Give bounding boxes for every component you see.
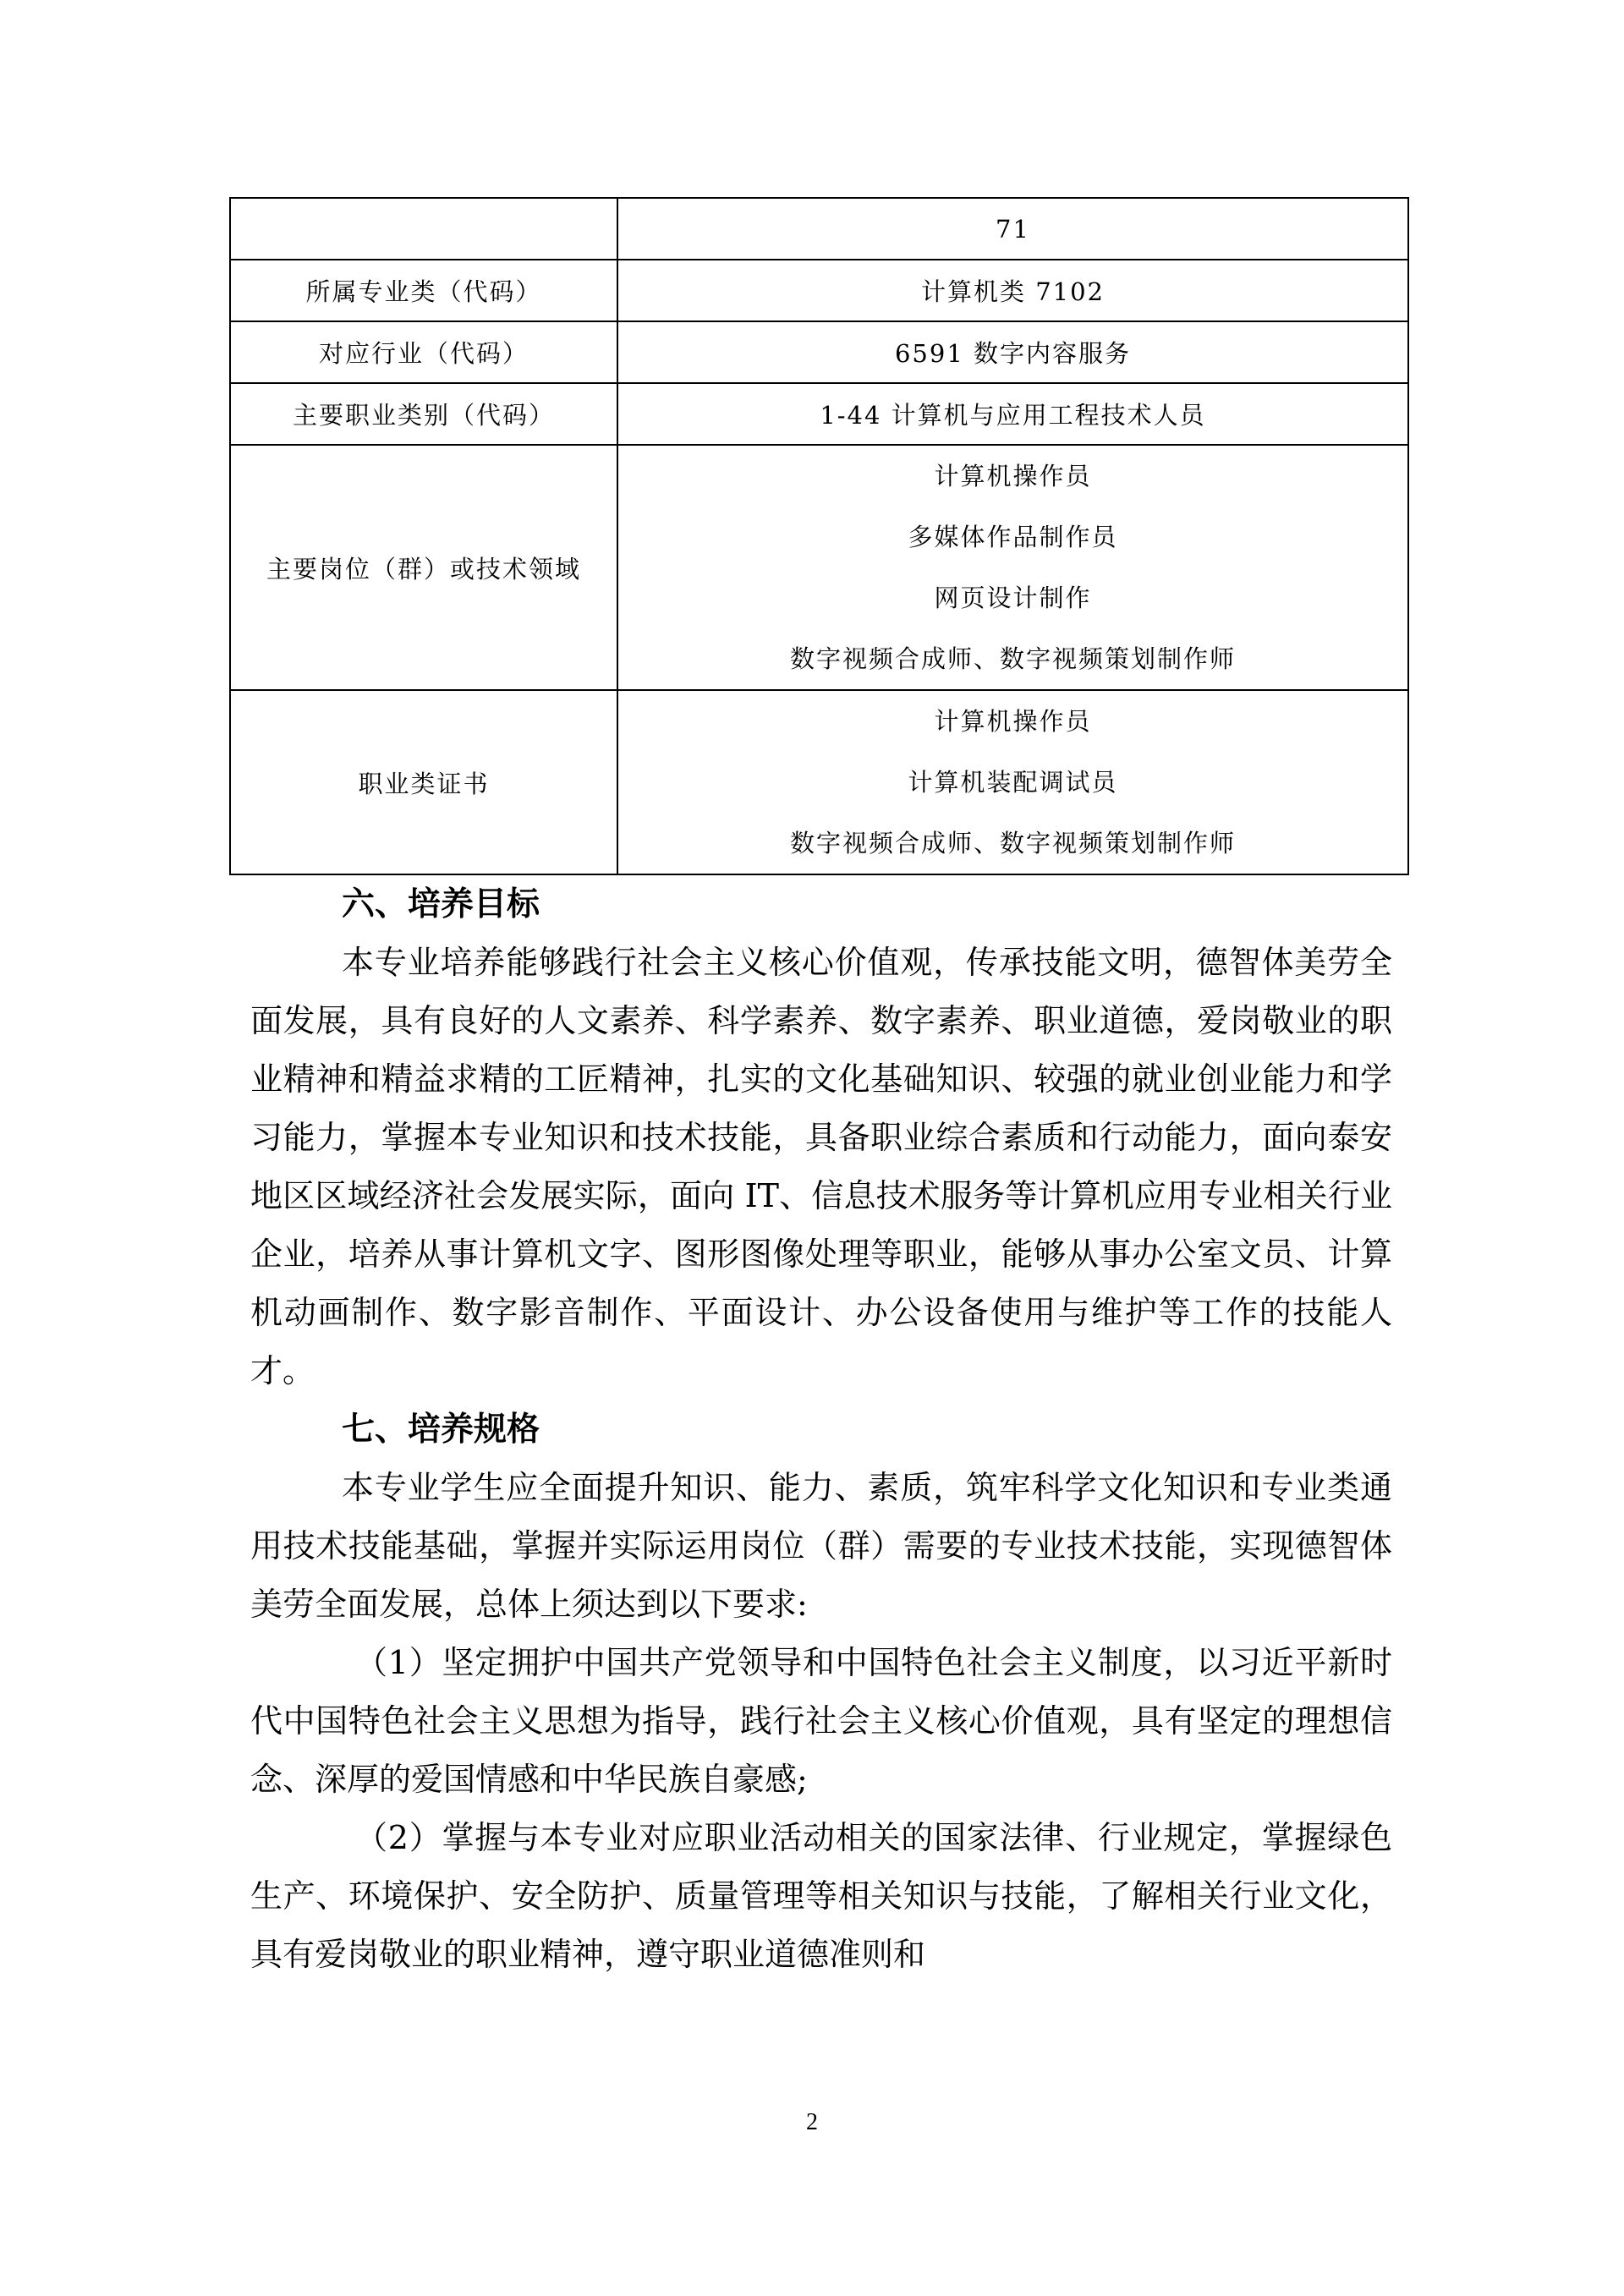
certificate-item: 计算机操作员	[934, 707, 1092, 736]
table-value-cell: 6591 数字内容服务	[617, 321, 1408, 383]
table-row	[230, 260, 1408, 321]
table-value-cell: 71	[617, 198, 1408, 260]
section-heading-training-specs: 七、培养规格	[342, 1411, 540, 1449]
table-value-cell	[617, 690, 1408, 874]
section-heading-training-goals: 六、培养目标	[342, 885, 540, 923]
requirement-item: （1）坚定拥护中国共产党领导和中国特色社会主义制度，以习近平新时代中国特色社会主义思想为指导，践行社会主义核心价值观，具有坚定的理想信念、深厚的爱国情感和中华民族自豪感;	[250, 1644, 1392, 1798]
certificate-item: 数字视频合成师、数字视频策划制作师	[789, 829, 1236, 858]
position-item: 网页设计制作	[934, 584, 1092, 612]
table-row	[230, 690, 1408, 874]
document-body	[250, 875, 1392, 1984]
training-goals-paragraph: 本专业培养能够践行社会主义核心价值观，传承技能文明，德智体美劳全面发展，具有良好的人文素养、科学素养、数字素养、职业道德，爱岗敬业的职业精神和精益求精的工匠精神，扎实的文化基础知识、较强的就业创业能力和学习能力，掌握本专业知识和技术技能，具备职业综合素质和行动能力，面向泰安地区区域经济社会发展实际，面向 IT、信息技术服务等计算机应用专业相关行业企业，培养从事计算机文字、图形图像处理等职业，能够从事办公室文员、计算机动画制作、数字影音制作、平面设计、办公设备使用与维护等工作的技能人才。	[250, 944, 1392, 1389]
table-label-cell: 所属专业类（代码）	[230, 260, 617, 321]
requirement-item: （2）掌握与本专业对应职业活动相关的国家法律、行业规定，掌握绿色生产、环境保护、安全防护、质量管理等相关知识与技能，了解相关行业文化，具有爱岗敬业的职业精神，遵守职业道德准则和	[250, 1819, 1392, 1973]
page-number: 2	[806, 2109, 818, 2135]
table-row	[230, 321, 1408, 383]
table-row	[230, 383, 1408, 445]
position-item: 多媒体作品制作员	[908, 523, 1118, 551]
table-row	[230, 445, 1408, 690]
table-value-cell	[617, 445, 1408, 690]
table-label-cell: 主要职业类别（代码）	[230, 383, 617, 445]
training-specs-intro: 本专业学生应全面提升知识、能力、素质，筑牢科学文化知识和专业类通用技术技能基础，掌握并实际运用岗位（群）需要的专业技术技能，实现德智体美劳全面发展，总体上须达到以下要求:	[250, 1469, 1392, 1623]
position-item: 数字视频合成师、数字视频策划制作师	[789, 644, 1236, 673]
table-row	[230, 198, 1408, 260]
table-label-cell	[230, 198, 617, 260]
table-label-cell: 对应行业（代码）	[230, 321, 617, 383]
position-item: 计算机操作员	[934, 462, 1092, 490]
table-value-cell: 1-44 计算机与应用工程技术人员	[617, 383, 1408, 445]
table-label-cell: 职业类证书	[230, 690, 617, 874]
certificate-item: 计算机装配调试员	[908, 768, 1118, 797]
table-value-cell: 计算机类 7102	[617, 260, 1408, 321]
table-label-cell: 主要岗位（群）或技术领域	[230, 445, 617, 690]
program-info-table	[229, 197, 1409, 875]
